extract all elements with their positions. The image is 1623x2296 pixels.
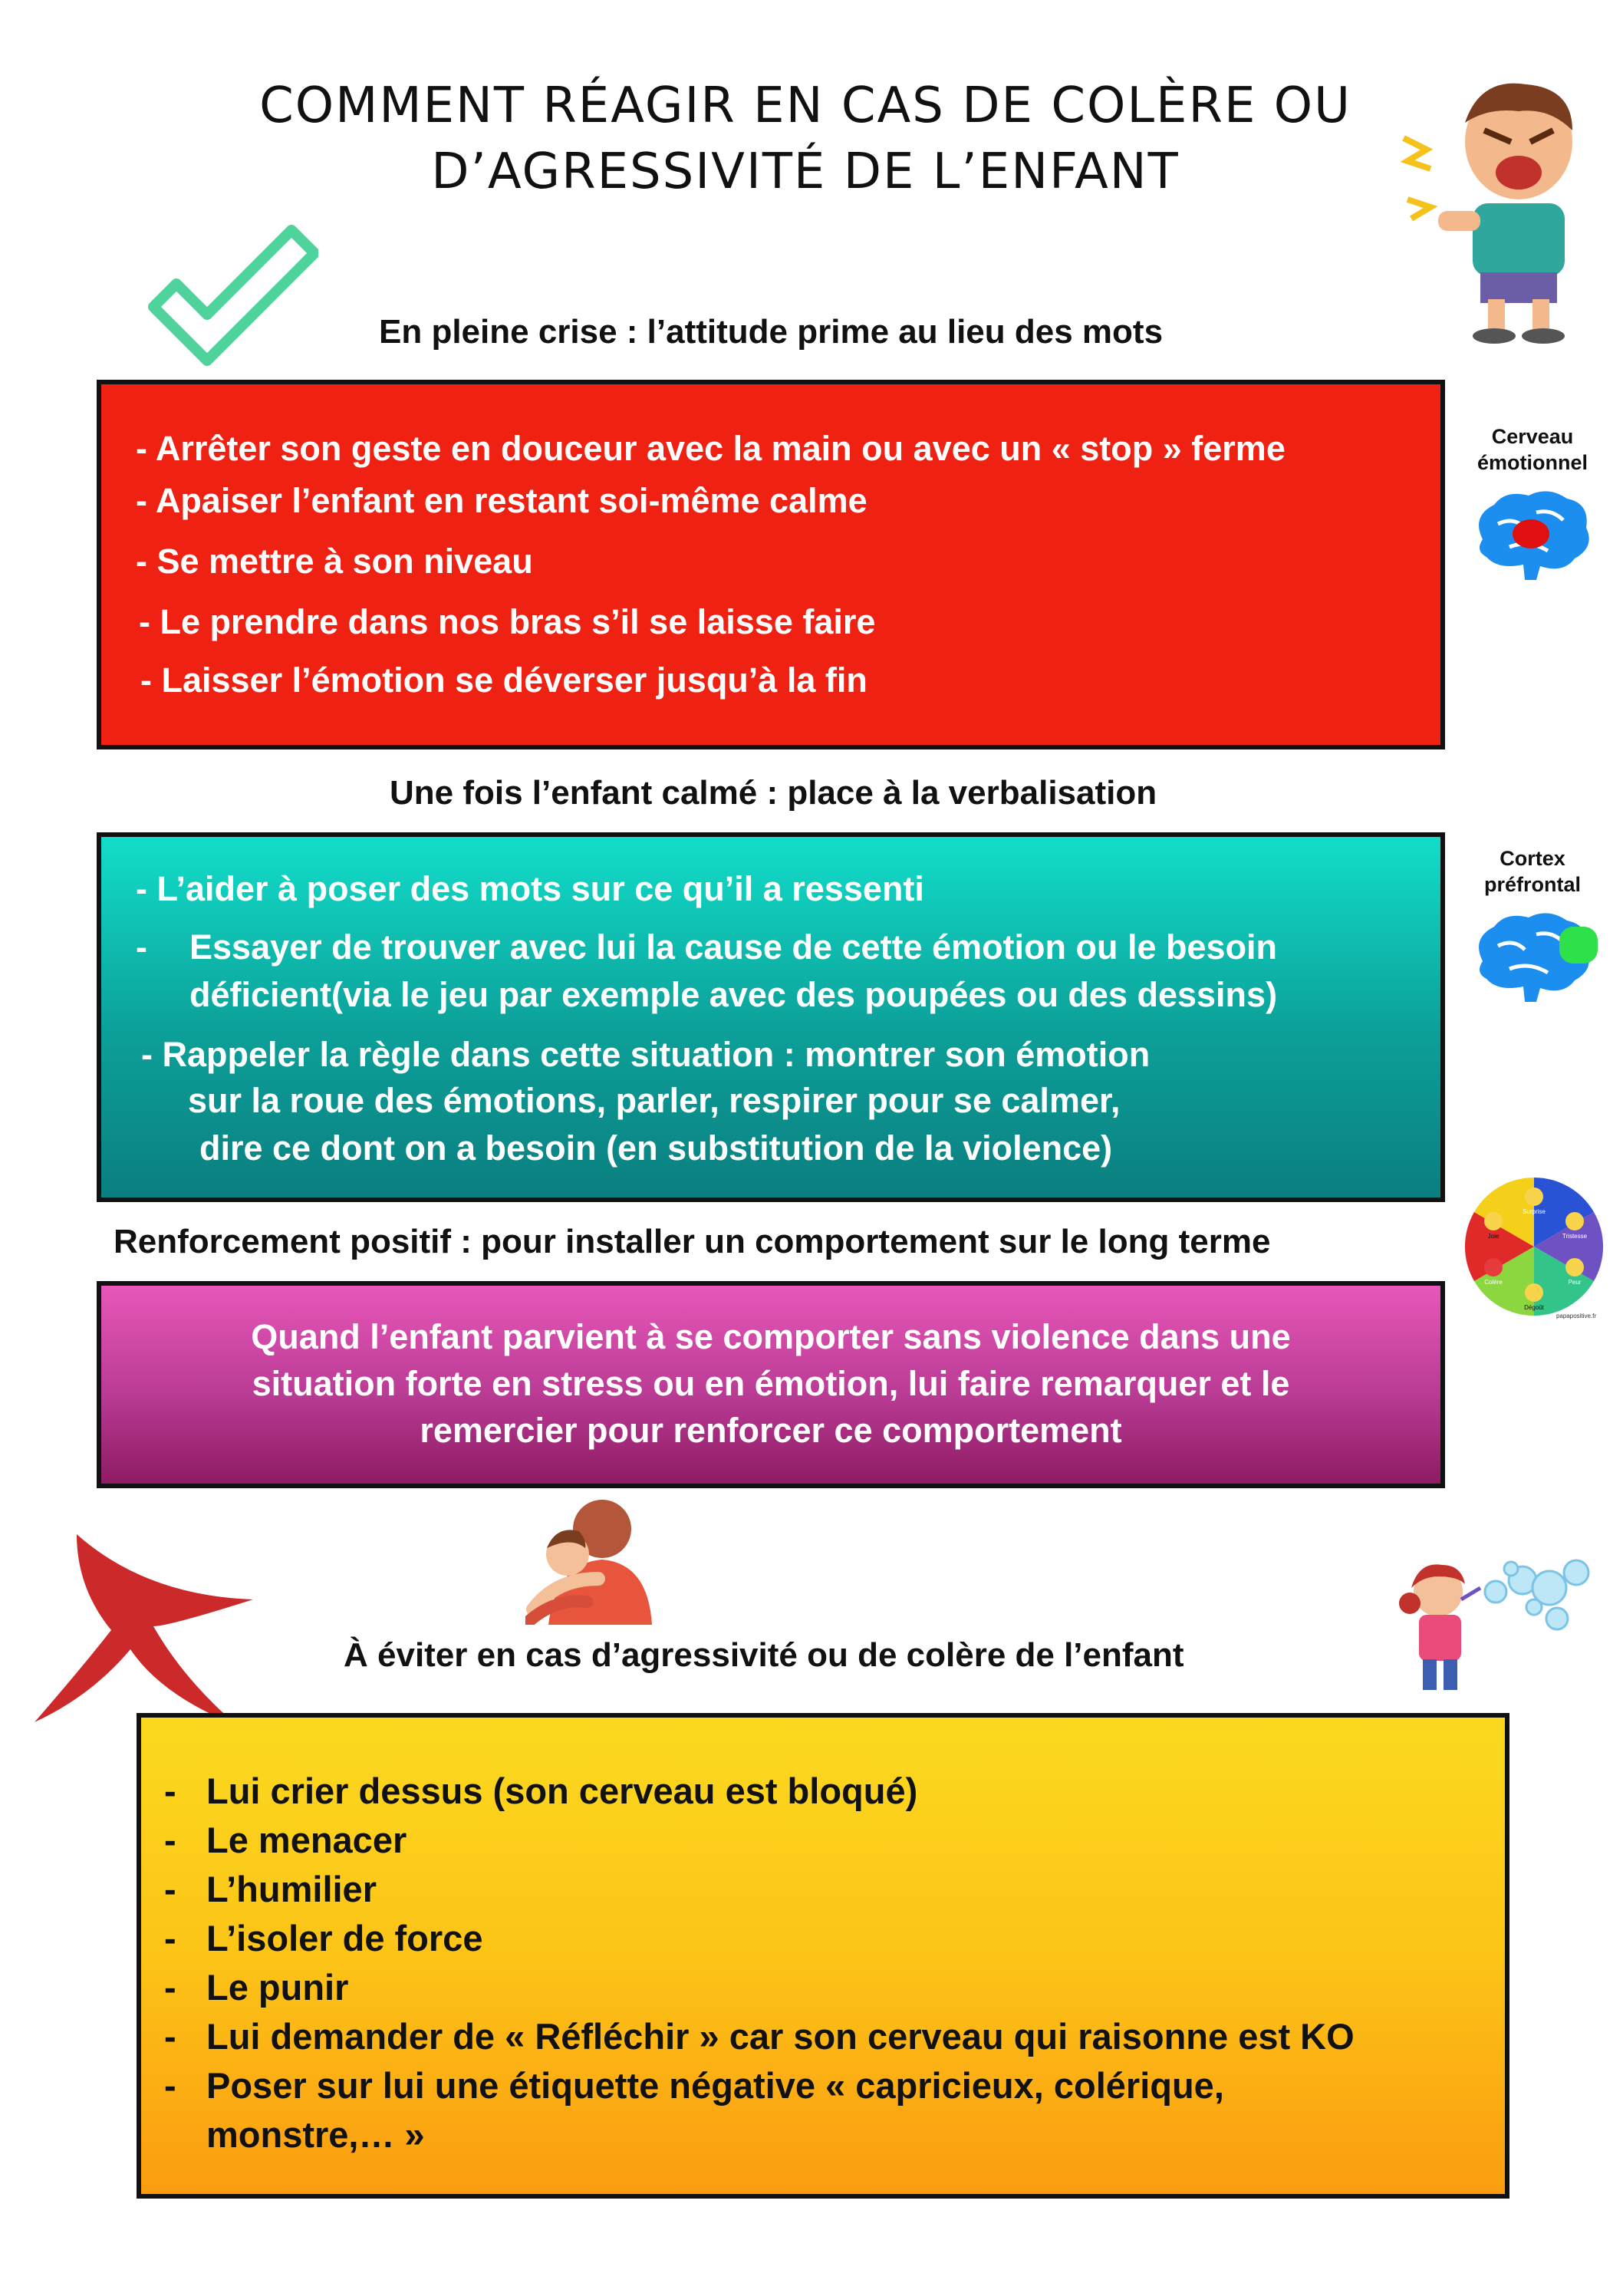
avoid-item: - Poser sur lui une étiquette négative « capricieux, colérique,: [164, 2065, 1224, 2106]
reinforce-heading: Renforcement positif : pour installer un comportement sur le long terme: [114, 1223, 1271, 1260]
calm-item-cont: déficient(via le jeu par exemple avec des poupées ou des dessins): [189, 975, 1278, 1014]
wheel-label: Colère: [1484, 1279, 1503, 1286]
calm-item-cont: dire ce dont on a besoin (en substitution de la violence): [199, 1128, 1113, 1168]
avoid-item: - Le menacer: [164, 1820, 407, 1860]
anger-zigzag-icon: [1407, 199, 1430, 219]
wheel-label: Peur: [1568, 1279, 1582, 1286]
calm-item-dash: -: [136, 927, 147, 967]
angry-child-illustration: [1396, 77, 1595, 345]
wheel-label: Joie: [1487, 1233, 1500, 1240]
crisis-item: - Le prendre dans nos bras s’il se laisse faire: [139, 602, 876, 641]
calm-item: - Rappeler la règle dans cette situation : montrer son émotion: [141, 1035, 1151, 1074]
avoid-item: - Lui demander de « Réfléchir » car son cerveau qui raisonne est KO: [164, 2016, 1355, 2057]
reinforce-line: Quand l’enfant parvient à se comporter sans violence dans une: [251, 1317, 1291, 1356]
wheel-label: Tristesse: [1562, 1233, 1588, 1240]
brain-label: Cerveau émotionnel: [1477, 425, 1588, 474]
crisis-heading: En pleine crise : l’attitude prime au lieu des mots: [379, 313, 1164, 351]
emotional-brain: [1463, 423, 1602, 581]
avoid-item: - L’isoler de force: [164, 1918, 483, 1958]
page-title: [192, 73, 1419, 205]
reinforce-line: situation forte en stress ou en émotion, lui faire remarquer et le: [252, 1364, 1290, 1403]
reinforce-text: [101, 1313, 1440, 1454]
calm-item-cont: sur la roue des émotions, parler, respirer pour se calmer,: [188, 1081, 1121, 1120]
anger-zigzag-icon: [1404, 138, 1430, 169]
title-line-2: D’AGRESSIVITÉ DE L’ENFANT: [431, 143, 1180, 200]
crisis-item: - Apaiser l’enfant en restant soi-même calme: [136, 481, 867, 520]
emotion-wheel-icon: [1461, 1174, 1611, 1319]
prefrontal-brain: [1463, 845, 1602, 1003]
avoid-item: - Lui crier dessus (son cerveau est bloqué): [164, 1771, 918, 1811]
crisis-item: - Se mettre à son niveau: [136, 542, 533, 581]
avoid-item: - L’humilier: [164, 1869, 377, 1909]
avoid-item-cont: monstre,… »: [206, 2114, 425, 2155]
crisis-item: - Laisser l’émotion se déverser jusqu’à la fin: [140, 660, 867, 700]
calm-heading: Une fois l’enfant calmé : place à la verbalisation: [390, 774, 1157, 812]
wheel-label: Surprise: [1523, 1208, 1546, 1215]
reinforce-box: [97, 1281, 1445, 1488]
hug-illustration: [525, 1494, 656, 1625]
calm-item: - L’aider à poser des mots sur ce qu’il a ressenti: [136, 869, 924, 908]
checkmark-icon: [142, 219, 318, 372]
avoid-item: - Le punir: [164, 1967, 349, 2008]
wheel-label: Dégoût: [1524, 1304, 1544, 1311]
avoid-box: [137, 1713, 1509, 2199]
cross-icon: [31, 1534, 261, 1734]
brain-icon: [1463, 482, 1602, 581]
calm-box: [97, 832, 1445, 1202]
crisis-item: - Arrêter son geste en douceur avec la main ou avec un « stop » ferme: [136, 429, 1286, 468]
title-line-1: COMMENT RÉAGIR EN CAS DE COLÈRE OU: [259, 77, 1351, 134]
avoid-heading: À éviter en cas d’agressivité ou de colère de l’enfant: [344, 1636, 1184, 1674]
brain-icon: [1463, 904, 1602, 1003]
crisis-box: [97, 380, 1445, 749]
reinforce-line: remercier pour renforcer ce comportement: [420, 1411, 1122, 1450]
brain-label: Cortex préfrontal: [1483, 847, 1581, 896]
wheel-credit: papapositive.fr: [1556, 1313, 1597, 1319]
bubbles-girl-illustration: [1388, 1546, 1603, 1699]
calm-item: Essayer de trouver avec lui la cause de cette émotion ou le besoin: [189, 927, 1278, 967]
